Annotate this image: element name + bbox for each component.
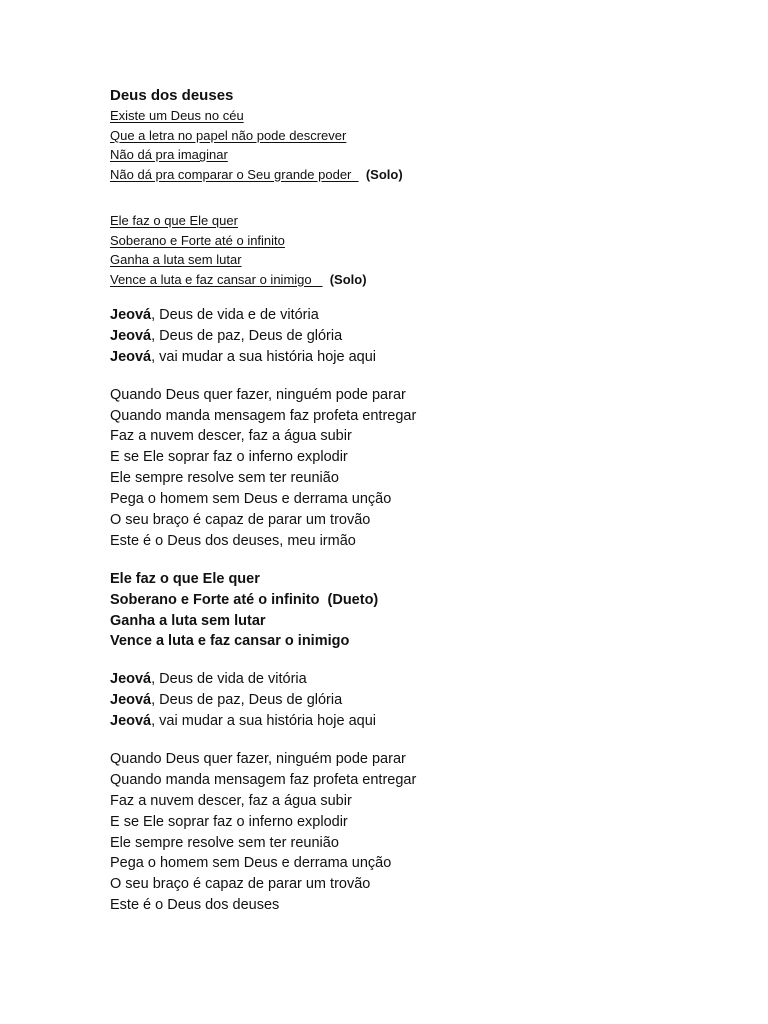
- chorus-line: [110, 305, 730, 326]
- chorus-line: [110, 326, 730, 347]
- lyric-line: [110, 165, 730, 185]
- lyric-line: [110, 106, 730, 126]
- chorus-rest: , Deus de paz, Deus de glória: [151, 327, 343, 344]
- verse-line: E se Ele soprar faz o inferno explodir: [110, 813, 348, 830]
- bridge-line: Vence a luta e faz cansar o inimigo: [110, 633, 350, 650]
- chorus-rest: , Deus de paz, Deus de glória: [151, 692, 343, 709]
- chorus-rest: , vai mudar a sua história hoje aqui: [151, 713, 377, 730]
- lyric-text: Ele faz o que Ele quer: [110, 213, 238, 228]
- song-title: Deus dos deuses: [110, 87, 234, 104]
- lyric-line: [110, 145, 730, 165]
- chorus-bold-word: Jeová: [110, 692, 152, 709]
- lyric-text: Que a letra no papel não pode descrever: [110, 127, 347, 143]
- performer-note: (Solo): [329, 271, 367, 287]
- chorus-rest: , vai mudar a sua história hoje aqui: [151, 348, 377, 365]
- stanza-1: [110, 106, 730, 184]
- verse-line: Este é o Deus dos deuses: [110, 897, 280, 914]
- bridge-line: Ele faz o que Ele quer: [110, 570, 260, 587]
- verse-line: Ele sempre resolve sem ter reunião: [110, 470, 339, 487]
- lyric-text: Vence a luta e faz cansar o inimigo: [110, 271, 323, 287]
- verse-line: O seu braço é capaz de parar um trovão: [110, 512, 371, 529]
- chorus-bold-word: Jeová: [110, 307, 152, 323]
- chorus-bold-word: Jeová: [110, 327, 152, 344]
- verse-2: [110, 749, 730, 916]
- verse-line: Quando manda mensagem faz profeta entregar: [110, 771, 417, 788]
- verse-line: Este é o Deus dos deuses, meu irmão: [110, 532, 356, 549]
- bridge-line: Ganha a luta sem lutar: [110, 612, 266, 629]
- lyrics-content: [110, 86, 730, 916]
- verse-line: E se Ele soprar faz o inferno explodir: [110, 449, 348, 466]
- chorus-bold-word: Jeová: [110, 348, 152, 365]
- lyric-line: [110, 250, 730, 270]
- verse-line: Quando Deus quer fazer, ninguém pode parar: [110, 386, 406, 403]
- lyric-text: Não dá pra comparar o Seu grande poder: [110, 166, 359, 182]
- verse-line: Faz a nuvem descer, faz a água subir: [110, 428, 352, 445]
- lyric-text: Não dá pra imaginar: [110, 147, 228, 162]
- lyric-text: Ganha a luta sem lutar: [110, 252, 242, 267]
- chorus-bold-word: Jeová: [110, 713, 152, 730]
- chorus-1: [110, 305, 730, 368]
- verse-line: Pega o homem sem Deus e derrama unção: [110, 491, 392, 508]
- lyric-line: [110, 231, 730, 251]
- verse-line: Ele sempre resolve sem ter reunião: [110, 834, 339, 851]
- bridge-line: Soberano e Forte até o infinito (Dueto): [110, 591, 379, 608]
- performer-note: (Solo): [365, 166, 403, 182]
- verse-line: Faz a nuvem descer, faz a água subir: [110, 792, 352, 809]
- stanza-2: [110, 211, 730, 289]
- lyric-line: [110, 211, 730, 231]
- chorus-line: [110, 669, 730, 690]
- chorus-bold-word: Jeová: [110, 671, 152, 688]
- chorus-line: [110, 711, 730, 732]
- chorus-rest: , Deus de vida e de vitória: [151, 307, 319, 323]
- verse-1: [110, 385, 730, 552]
- chorus-rest: , Deus de vida de vitória: [151, 671, 307, 688]
- lyric-line: [110, 270, 730, 290]
- chorus-line: [110, 690, 730, 711]
- verse-line: Pega o homem sem Deus e derrama unção: [110, 855, 392, 872]
- lyric-line: [110, 126, 730, 146]
- verse-line: Quando manda mensagem faz profeta entregar: [110, 407, 417, 424]
- lyric-text: Existe um Deus no céu: [110, 108, 244, 123]
- chorus-line: [110, 347, 730, 368]
- verse-line: Quando Deus quer fazer, ninguém pode parar: [110, 751, 406, 768]
- bridge: [110, 569, 730, 653]
- verse-line: O seu braço é capaz de parar um trovão: [110, 876, 371, 893]
- lyric-text: Soberano e Forte até o infinito: [110, 232, 285, 248]
- chorus-2: [110, 669, 730, 732]
